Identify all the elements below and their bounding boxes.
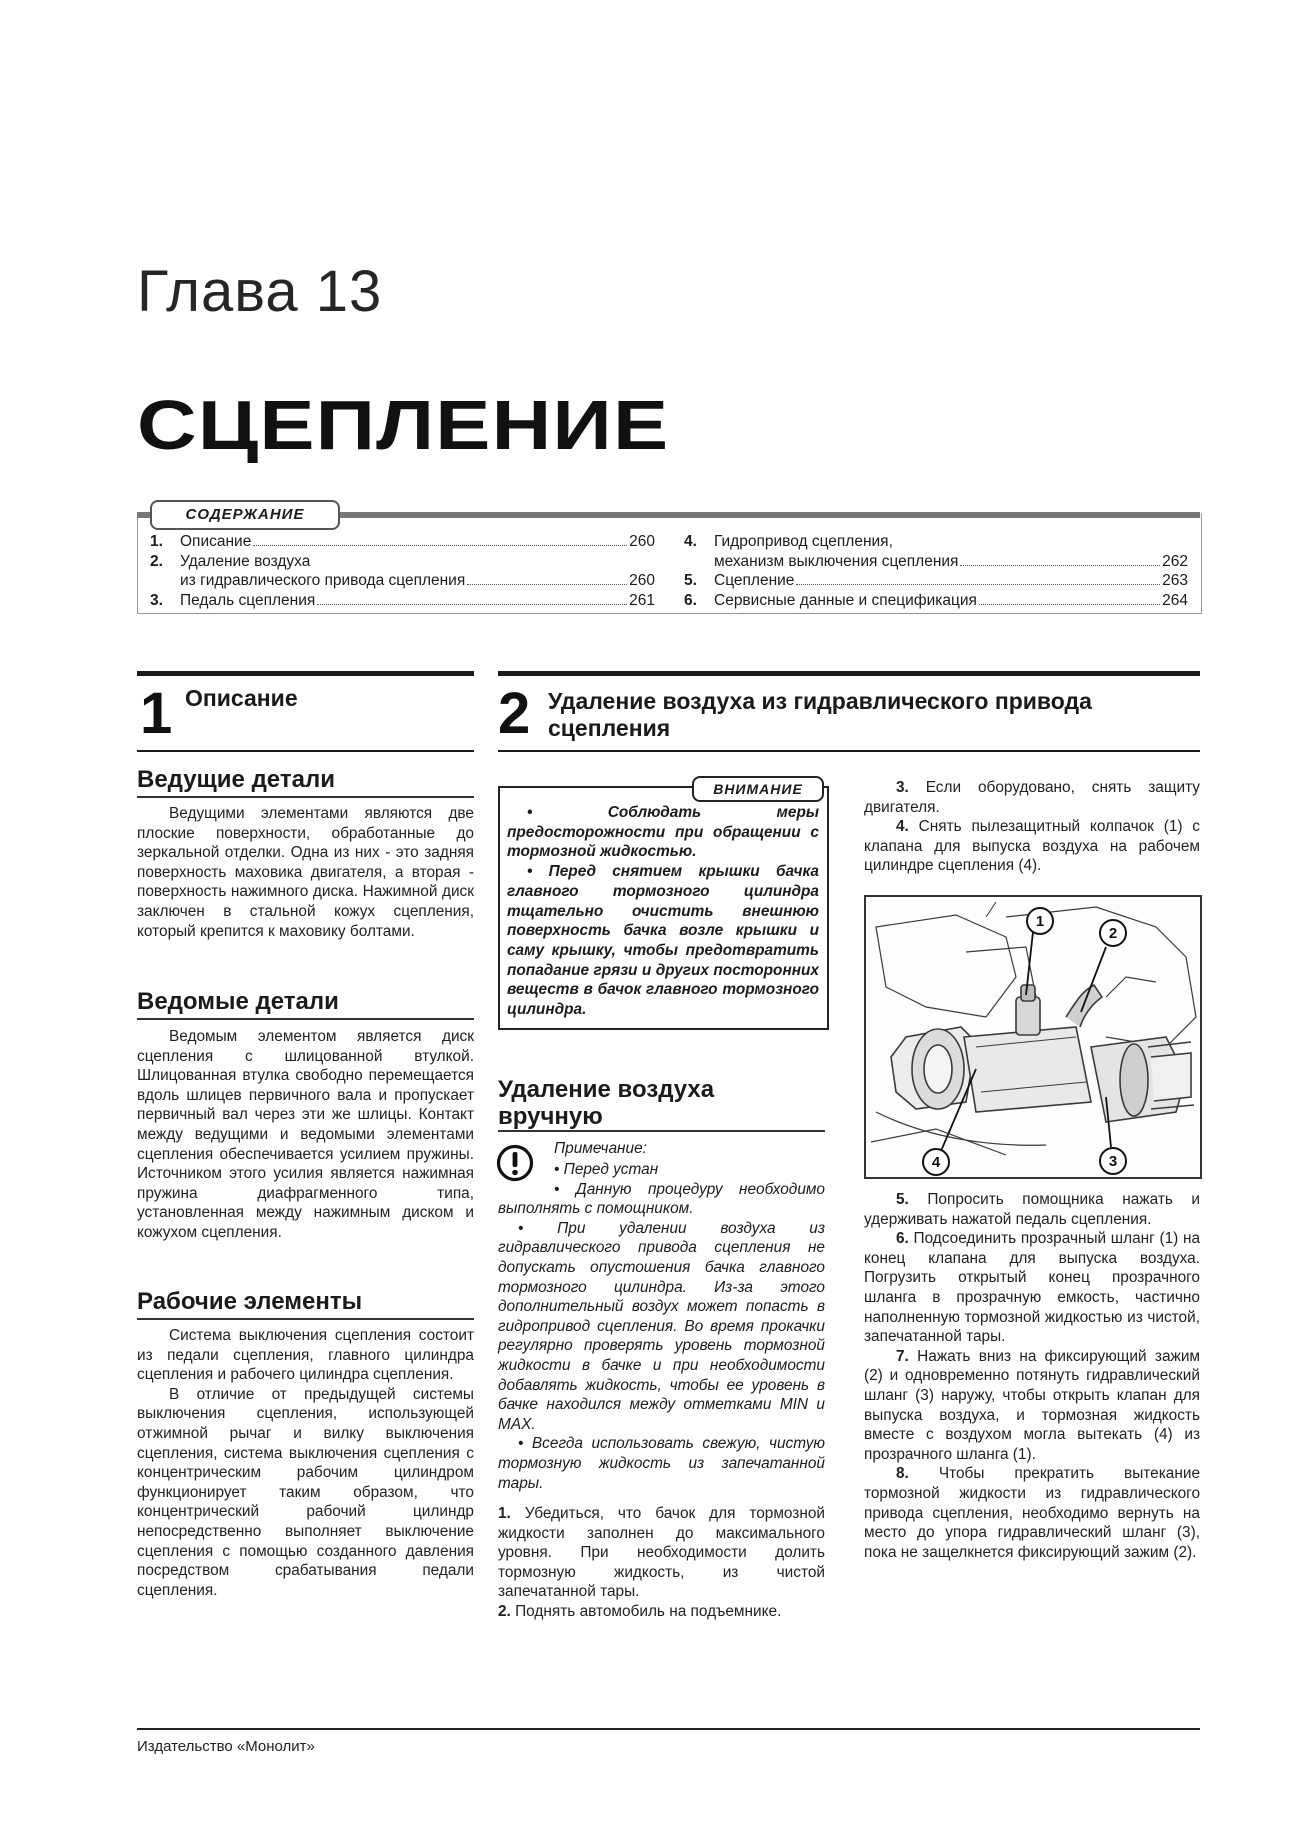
step-item: 6. Подсоединить прозрачный шланг (1) на конец клапана для выпуска воздуха. Погрузить открытый конец прозрачного шланга в прозрачную емкость, частично наполненную тормозной жидкостью из чистой, запечатанной тары. [864, 1230, 1200, 1346]
subheading-rule [137, 1018, 474, 1020]
note-label: Примечание: [554, 1140, 647, 1157]
toc-item-continuation[interactable]: из гидравлического привода сцепления 260 [180, 572, 655, 589]
paragraph-driven-parts: Ведомым элементом является диск сцепления с шлицованной втулкой. Шлицованная втулка свободно перемещается вдоль шлицев первичного вала и пропускает первичный вал через эти же шлицы. Контакт между ведущими и ведомыми элементами сцепления обеспечивается усилием пружины. Источником этого усилия является нажимная пружина диафрагменного типа, установленная между нажимным диском и кожухом сцепления. [137, 1028, 474, 1241]
step-item: 2. Поднять автомобиль на подъемнике. [498, 1602, 782, 1620]
callout-1: 1 [1035, 913, 1045, 930]
toc-item[interactable]: 3. Педаль сцепления 261 [150, 591, 655, 609]
toc-left-column [150, 532, 655, 610]
callout-3: 3 [1108, 1153, 1118, 1170]
toc-item[interactable]: 1. Описание 260 [150, 533, 655, 550]
step-item: 4. Снять пылезащитный колпачок (1) с клапана для выпуска воздуха на рабочем цилиндре сцепления (4). [864, 818, 1200, 875]
subheading-driving-parts: Ведущие детали [137, 766, 335, 793]
section2-number: 2 [498, 681, 531, 746]
toc-item[interactable]: 6. Сервисные данные и спецификация 264 [684, 591, 1188, 609]
warning-label: ВНИМАНИЕ [692, 776, 824, 802]
step-item: 5. Попросить помощника нажать и удерживать нажатой педаль сцепления. [864, 1191, 1200, 1228]
subheading-rule [137, 796, 474, 798]
paragraph-working-parts: Система выключения сцепления состоит из педали сцепления, главного цилиндра сцепления и рабочего цилиндра сцепления. В отличие от предыдущей системы выключения сцепления, использующей отжимной рычаг и вилку выключения сцепления, система выключения сцепления с концентрическим рабочим цилиндром функционирует таким образом, что концентрический рабочий цилиндр непосредственно выполняет выключение сцепления с помощью созданного давления посредством срабатывания педали сцепления. [137, 1327, 474, 1599]
step-item: 8. Чтобы прекратить вытекание тормозной жидкости из гидравлического привода сцепления, необходимо вернуть на место до упора гидравлический шланг (3), пока не защелкнется фиксирующий зажим (2). [864, 1465, 1200, 1561]
steps-col1 [498, 1504, 825, 1622]
section2-title: Удаление воздуха из гидравлического привода сцепления [548, 688, 1092, 741]
toc-item[interactable]: 5. Сцепление 263 [684, 572, 1188, 589]
subheading-rule [498, 1130, 825, 1132]
footer-publisher: Издательство «Монолит» [137, 1738, 315, 1755]
figure-illustration [866, 897, 1200, 1177]
chapter-heading: Глава 13 [137, 259, 383, 324]
subheading-manual-bleeding: Удаление воздуха вручную [498, 1076, 715, 1130]
section1-number: 1 [140, 681, 173, 746]
subheading-rule [137, 1318, 474, 1320]
section1-bottom-rule [137, 750, 474, 752]
steps-col2a [864, 778, 1200, 876]
step-item: 1. Убедиться, что бачок для тормозной жидкости заполнен до максимального уровня. При необходимости долить тормозную жидкость, из чистой запечатанной тары. [498, 1505, 825, 1601]
section2-bottom-rule [498, 750, 1200, 752]
clutch-slave-cylinder-figure [864, 895, 1202, 1179]
toc-label: СОДЕРЖАНИЕ [150, 500, 340, 530]
note-text: • Перед устан • Данную процедуру необходимо выполнять с помощником. • При удалении воздуха из гидравлического привода сцепления не допускать опустошения бачка главного тормозного цилиндра. Из-за этого дополнительный воздух может попасть в гидропривод сцепления. Во время прокачки регулярно проверять уровень тормозной жидкости в бачке и при необходимости добавлять жидкость, чтобы ее уровень в бачке находился между отметками MIN и MAX. • Всегда использовать свежую, чистую тормозную жидкость из запечатанной тары. [498, 1161, 825, 1492]
callout-4: 4 [931, 1154, 941, 1171]
toc-item[interactable]: 4. Гидропривод сцепления, [684, 533, 893, 550]
section1-title: Описание [185, 685, 298, 711]
toc-item[interactable]: 2. Удаление воздуха [150, 552, 311, 570]
callout-2: 2 [1108, 925, 1118, 942]
subheading-driven-parts: Ведомые детали [137, 988, 339, 1015]
step-item: 3. Если оборудовано, снять защиту двигателя. [864, 779, 1201, 816]
page-title: СЦЕПЛЕНИЕ [137, 386, 670, 464]
footer-rule [137, 1728, 1200, 1730]
warning-text: • Соблюдать меры предосторожности при обращении с тормозной жидкостью. • Перед снятием крышки бачка главного тормозного цилиндра тщательно очистить внешнюю поверхность бачка возле крышки и саму крышку, чтобы предотвратить попадание грязи и других посторонних веществ в бачок главного тормозного цилиндра. [507, 804, 819, 1019]
step-item: 7. Нажать вниз на фиксирующий зажим (2) и одновременно потянуть гидравлический шланг (3) наружу, чтобы открыть клапан для выпуска воздуха, и тормозная жидкость вместе с воздухом могла вытекать (4) из прозрачного шланга (1). [864, 1347, 1200, 1463]
toc-right-column [684, 532, 1188, 610]
steps-col2b [864, 1190, 1200, 1562]
section2-top-rule [498, 671, 1200, 676]
subheading-working-parts: Рабочие элементы [137, 1288, 363, 1315]
paragraph-driving-parts: Ведущими элементами являются две плоские поверхности, обработанные до зеркальной отделки. Одна из них - это задняя поверхность маховика двигателя, а вторая - поверхность нажимного диска. Нажимной диск заключен в стальной кожух сцепления, который крепится к маховику болтами. [137, 805, 474, 940]
section1-top-rule [137, 671, 474, 676]
toc-item-continuation[interactable]: механизм выключения сцепления 262 [714, 552, 1188, 570]
